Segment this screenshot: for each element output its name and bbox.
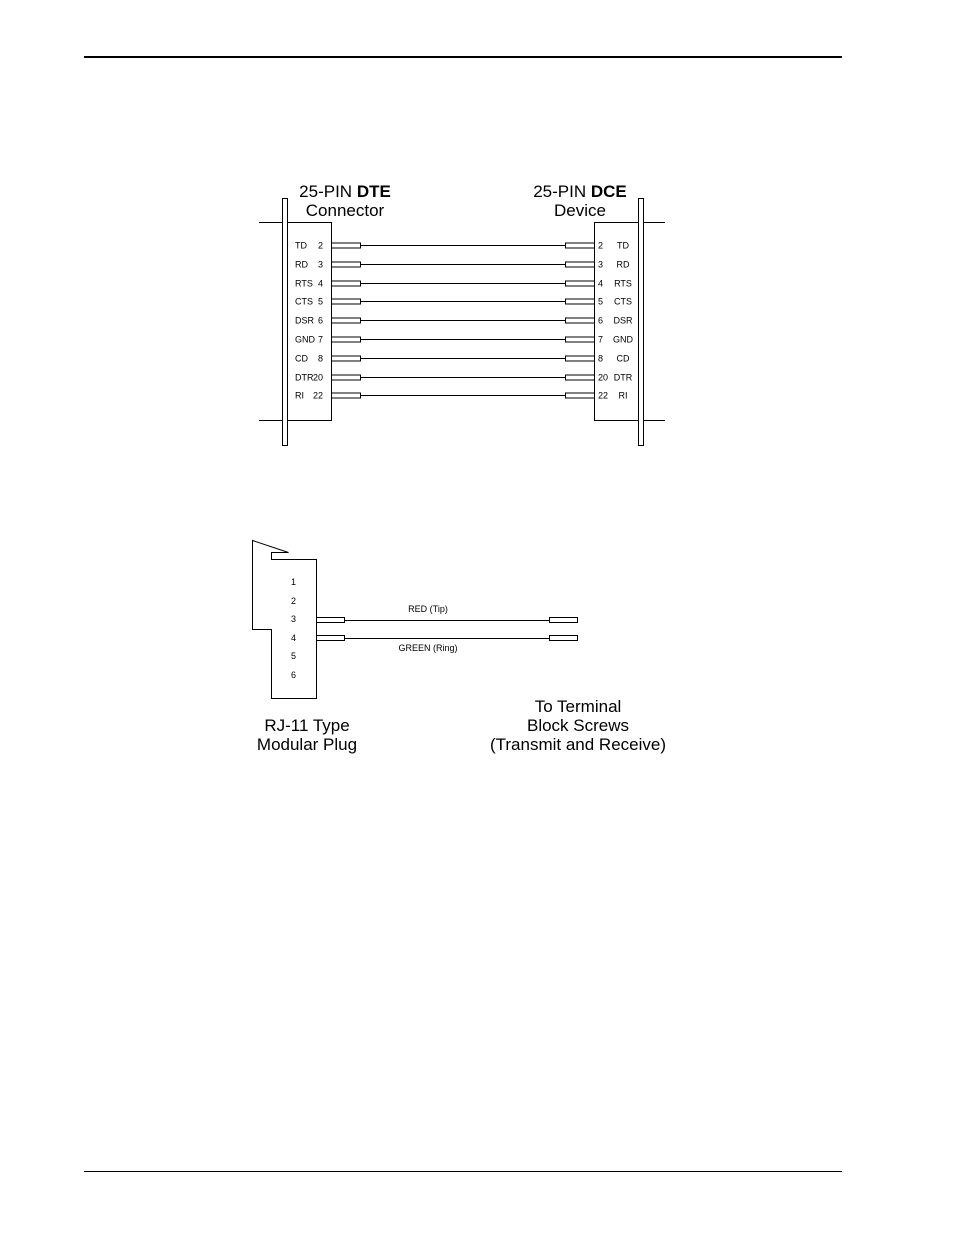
- dce-signal-label: DSR: [613, 315, 633, 326]
- dte-pin-number: 5: [317, 296, 323, 307]
- terminal-caption-line1: To Terminal: [534, 697, 622, 716]
- wire-red: [317, 618, 578, 623]
- dte-pin-number: 6: [317, 315, 323, 326]
- dte-pin-number: 3: [317, 259, 323, 270]
- dte-pin-number: 22: [312, 390, 323, 401]
- dce-signal-label: CTS: [614, 296, 632, 307]
- rj11-pin-3: 3: [291, 614, 297, 624]
- dce-subtitle: Device: [554, 201, 606, 220]
- dte-signal-label: RI: [295, 390, 304, 401]
- dce-signal-label: CD: [616, 353, 630, 364]
- dte-signal-label: TD: [295, 240, 307, 251]
- dce-title: 25-PIN DCE: [533, 182, 627, 201]
- rj11-pin-1: 1: [291, 577, 297, 587]
- dte-signal-label: RD: [295, 259, 308, 270]
- dte-signal-label: DSR: [295, 315, 315, 326]
- rj11-pin-5: 5: [291, 651, 297, 661]
- rj11-plug-body: [253, 541, 317, 699]
- dte-pin-number: 20: [312, 372, 323, 383]
- dce-signal-label: RI: [618, 390, 628, 401]
- plug-caption-line2: Modular Plug: [256, 735, 358, 754]
- dte-signal-label: DTR: [295, 372, 314, 383]
- rj11-pin-2: 2: [291, 596, 297, 606]
- dte-signal-label: CD: [295, 353, 308, 364]
- dce-pin-number: 22: [598, 390, 609, 401]
- terminal-caption-line2: Block Screws: [526, 716, 630, 735]
- terminal-caption-line3: (Transmit and Receive): [489, 735, 667, 754]
- dte-title: 25-PIN DTE: [299, 182, 391, 201]
- dte-pin-number: 8: [317, 353, 323, 364]
- dce-pin-number: 6: [598, 315, 604, 326]
- wire-green-label: GREEN (Ring): [398, 643, 458, 653]
- dce-signal-label: TD: [617, 240, 629, 251]
- wire-green: [317, 636, 578, 641]
- dte-subtitle: Connector: [305, 201, 385, 220]
- dte-signal-label: CTS: [295, 296, 313, 307]
- wire-red-label: RED (Tip): [408, 604, 448, 614]
- dce-pin-number: 2: [598, 240, 604, 251]
- dce-signal-label: RD: [616, 259, 630, 270]
- dte-pin-number: 4: [317, 278, 323, 289]
- dte-pin-number: 2: [317, 240, 323, 251]
- dce-signal-label: DTR: [613, 372, 633, 383]
- dce-pin-number: 20: [598, 372, 609, 383]
- dte-signal-label: GND: [295, 334, 315, 345]
- dce-signal-label: GND: [613, 334, 633, 345]
- dce-pin-number: 3: [598, 259, 604, 270]
- dte-signal-label: RTS: [295, 278, 313, 289]
- dce-pin-number: 7: [598, 334, 604, 345]
- dce-pin-number: 8: [598, 353, 604, 364]
- dte-pin-number: 7: [317, 334, 323, 345]
- rj11-pin-6: 6: [291, 670, 297, 680]
- rj11-pin-4: 4: [291, 633, 297, 643]
- plug-caption-line1: RJ-11 Type: [264, 716, 350, 735]
- dce-pin-number: 5: [598, 296, 604, 307]
- dce-signal-label: RTS: [614, 278, 632, 289]
- dce-pin-number: 4: [598, 278, 604, 289]
